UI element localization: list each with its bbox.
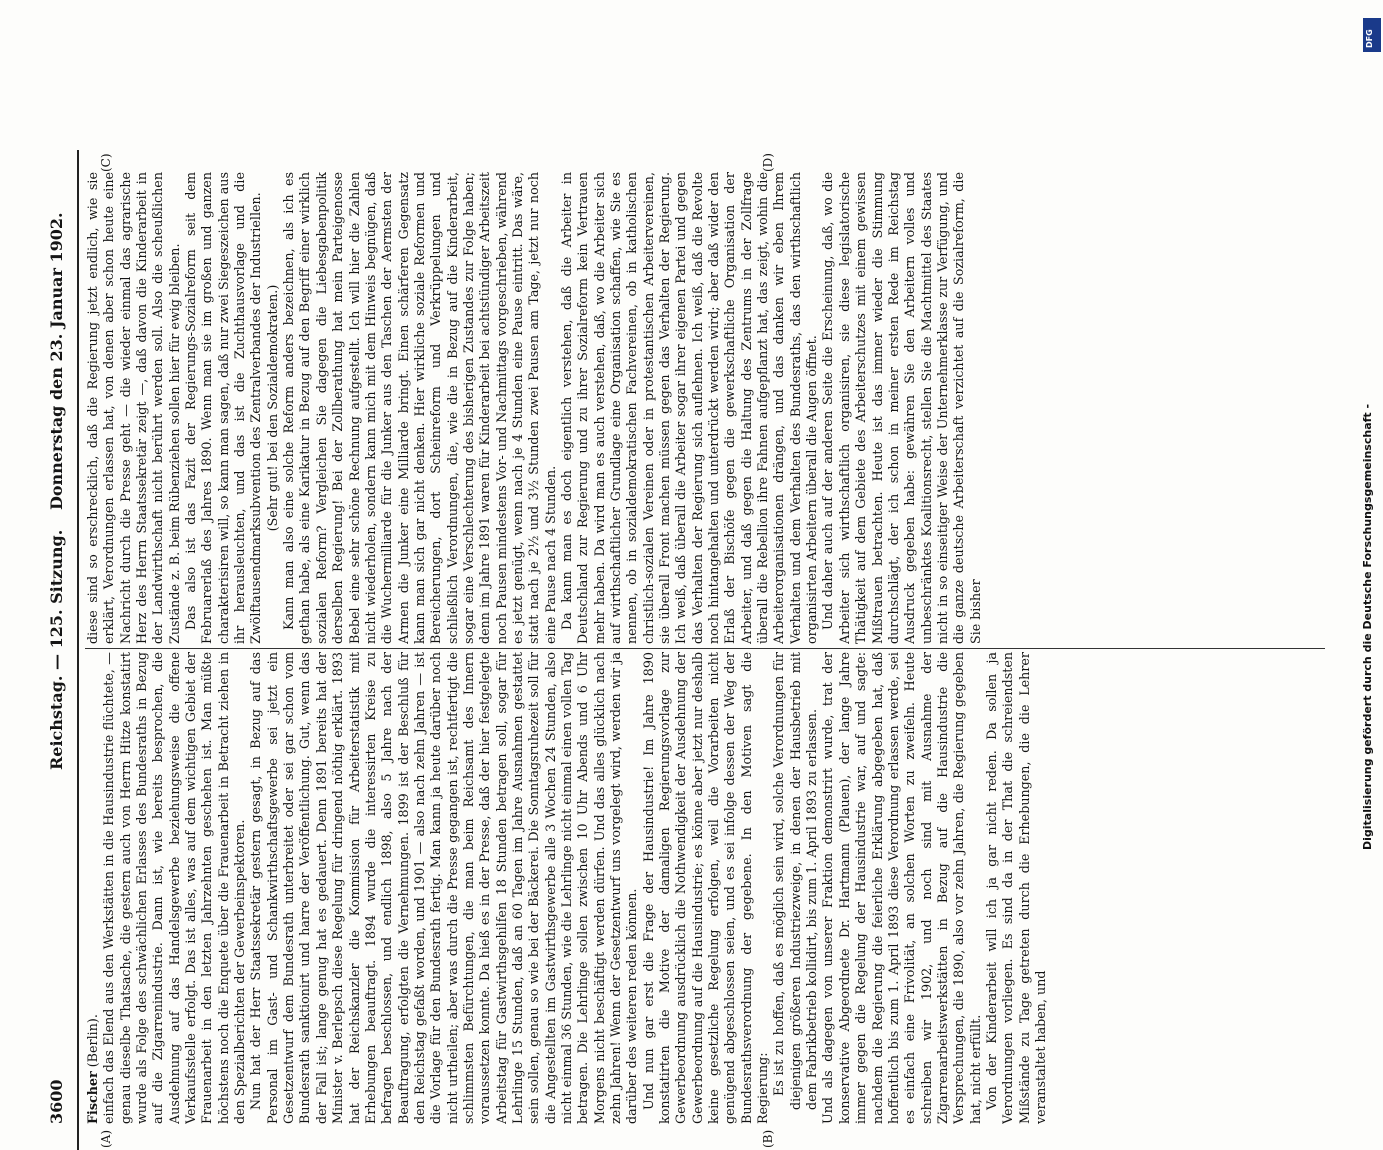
speaker-line (85, 652, 101, 1124)
paragraph: Von der Kinderarbeit will ich ja gar nicht reden. Da sollen ja Verordnungen vorliegen. Es sind da in der That die schreiendsten Mißstände zu Tage getreten durch die Erhebungen, die die Lehrer veranstaltet haben, und (983, 652, 1048, 1124)
page-header (41, 150, 79, 1150)
interjection: (Sehr gut! bei den Sozialdemokraten.) (264, 284, 280, 532)
paragraph: Und daher auch auf der anderen Seite die Erscheinung, daß, wo die Arbeiter sich wirthschaftlich organisiren, sie diese legislatorische Thätigkeit auf dem Gebiete des Arbeiterschutzes mit einem gewissen Mißtrauen betrachten. Heute ist das immer wieder die Stimmung durchschlägt, der ich schon in meiner ersten Rede im Reichstag Ausdruck gegeben habe: gewähren Sie den Arbeitern volles und unbeschränktes Koalitionsrecht, stellen Sie die Machtmittel des Staates nicht in so einseitiger Weise der Unternehmerklasse zur Verfügung, und die ganze deutsche Arbeiterschaft verzichtet auf die Sozialreform, die Sie bisher (820, 172, 983, 644)
left-text-column (85, 652, 1325, 1124)
dfg-logo-icon: DFG (1363, 18, 1381, 52)
session-title: Reichstag. — 125. Sitzung. (47, 529, 66, 770)
speaker-name: Fischer (85, 1071, 100, 1124)
watermark-text: Digitalisierung gefördert durch die Deutsche Forschungsgemeinschaft - (1361, 403, 1374, 850)
margin-marker-d: (D) (761, 153, 775, 172)
digitization-watermark (1361, 10, 1383, 850)
margin-marker-c: (C) (99, 153, 113, 172)
paragraph: Und als dagegen von unserer Fraktion demonstrirt wurde, trat der konservative Abgeordnete Dr. Hartmann (Plauen), der lange Jahre immer gegen die Regelung der Hausindustrie war, auf und sagte: nachdem die Regierung die feierliche Erklärung abgegeben hat, daß hoffentlich bis zum 1. April 1893 diese Verordnung erlassen werde, sei es einfach eine Frivolität, an solchen Worten zu zweifeln. Heute schreiben wir 1902, und noch sind mit Ausnahme der Zigarrenarbeitswerkstätten in Bezug auf die Hausindustrie die Versprechungen, die 1890, also vor zehn Jahren, die Regierung gegeben hat, nicht erfüllt. (820, 652, 983, 1124)
paragraph: einfach das Elend aus den Werkstätten in die Hausindustrie flüchtete, — genau dieselbe Thatsache, die gestern auch von Herrn Hitze konstatirt wurde als Folge des schwächlichen Erlasses des Bundesraths in Bezug auf die Zigarrenindustrie. Dann ist, wie bereits besprochen, die Ausdehnung auf das Handelsgewerbe beziehungsweise die offene Verkaufsstelle erfolgt. Das ist alles, was auf dem wichtigen Gebiet der Frauenarbeit in den letzten Jahrzehnten geschehen ist. Man müßte höchstens noch die Enquete über die Frauenarbeit in Betracht ziehen in den Spezialberichten der Gewerbeinspektoren. (101, 652, 248, 1124)
quotation: Es ist zu hoffen, daß es möglich sein wird, solche Verordnungen für diejenigen größeren Industriezweige, in denen der Hausbetrieb mit dem Fabrikbetrieb kollidirt, bis zum 1. April 1893 zu erlassen. (771, 652, 820, 1110)
paragraph: Das also ist das Fazit der Regierungs-Sozialreform seit dem Februarerlaß des Jahres 1890. Wenn man sie im großen und ganzen charakterisiren will, so kann man sagen, daß nur zwei Siegeszeichen aus ihr herausleuchten, und das ist die Zuchthausvorlage und die Zwölftausendmarksubvention des Zentralverbandes der Industriellen. (183, 172, 264, 644)
paragraph: Kann man also eine solche Reform anders bezeichnen, als ich es gethan habe, als eine Karikatur in Bezug auf den Begriff einer wirklich sozialen Reform? Vergleichen Sie dagegen die Liebesgabenpolitik derselben Regierung! Bei der Zollberathung hat mein Parteigenosse Bebel eine sehr schöne Rechnung aufgestellt. Ich will hier die Zahlen nicht wiederholen, sondern kann mich mit dem Hinweis begnügen, daß die Wuchermilliarde für die Junker aus den Taschen der Aermsten der Armen die Junker eine Milliarde bringt. Einen schärferen Gegensatz kann man sich gar nicht denken. Hier wirkliche soziale Reformen und Bereicherungen, dort Scheinreform und Verkrüppelungen und schließlich Verordnungen, die, wie die in Bezug auf die Kinderarbeit, sogar eine Verschlechterung des bisherigen Zustandes zur Folge haben; denn im Jahre 1891 waren für Kinderarbeit bei achtstündiger Arbeitszeit noch Pausen mindestens Vor- und Nachmittags vorgeschrieben, während es jetzt genügt, wenn nach je 4 Stunden eine Pause eintritt. Das wäre, statt nach je 2½ und 3½ Stunden zwei Pausen am Tage, jetzt nur noch eine Pause nach 4 Stunden. (281, 172, 558, 644)
rotated-page (41, 150, 1341, 1150)
paragraph: Da kann man es doch eigentlich verstehen, daß die Arbeiter in Deutschland zur Regierung und zu ihrer Sozialreform kein Vertrauen mehr haben. Da wird man es auch verstehen, daß, wo die Arbeiter sich auf wirthschaftlicher Grundlage eine Organisation schaffen, wie Sie es nennen, ob in sozialdemokratischen Fachvereinen, ob in katholischen christlich-sozialen Vereinen oder in protestantischen Arbeitervereinen, sie überall Front machen müssen gegen das Verhalten der Regierung. Ich weiß, daß überall die Arbeiter sogar ihrer eigenen Partei und gegen das Verhalten der Regierung sich auflehnen. Ich weiß, daß die Revolte noch hintangehalten und unterdrückt werden wird; aber daß wider den Erlaß der Bischöfe gegen die gewerkschaftliche Organisation der Arbeiter, und daß gegen die Haltung des Zentrums in der Zollfrage überall die Rebellion ihre Fahnen aufgepflanzt hat, das zeigt, wohin die Arbeiterorganisationen drängen, und das danken wir eben Ihrem Verhalten und dem Verhalten des Bundesraths, das den wirthschaftlich organisirten Arbeitern überall die Augen öffnet. (558, 172, 820, 644)
column-divider (85, 648, 1325, 649)
page-number: 3600 (47, 1079, 66, 1124)
speaker-place: (Berlin). (85, 1014, 100, 1068)
paragraph: Nun hat der Herr Staatssekretär gestern gesagt, in Bezug auf das Personal im Gast- und Schankwirthschaftsgewerbe sei jetzt ein Gesetzentwurf dem Bundesrath unterbreitet oder sei gar schon vom Bundesrath sanktionirt und harre der Veröffentlichung. Gut, wenn das der Fall ist; lange genug hat es gedauert. Denn 1891 bereits hat der Minister v. Berlepsch diese Regelung für dringend nöthig erklärt. 1893 hat der Reichskanzler die Kommission für Arbeiterstatistik mit Erhebungen beauftragt. 1894 wurde die interessirten Kreise zu befragen beschlossen, und endlich 1898, also 5 Jahre nach der Beauftragung, erfolgten die Vernehmungen. 1899 ist der Beschluß für den Reichstag gefaßt worden, und 1901 — also nach zehn Jahren — ist die Vorlage für den Bundesrath fertig. Man kann ja heute darüber noch nicht urtheilen; aber was durch die Presse gegangen ist, rechtfertigt die schlimmsten Befürchtungen, die man beim Reichsamt des Innern voraussetzen konnte. Da hieß es in der Presse, daß der hier festgelegte Arbeitstag für Gastwirthsgehilfen 18 Stunden betragen soll, sogar für Lehrlinge 15 Stunden, daß an 60 Tagen im Jahre Ausnahmen gestattet sein sollen, genau so wie bei der Bäckerei. Die Sonntagsruhezeit soll für die Angestellten im Gastwirthsgewerbe alle 3 Wochen 24 Stunden, also nicht einmal 36 Stunden, wie die Lehrlinge nicht einmal einen vollen Tag betragen. Die Lehrlinge sollen zwischen 10 Uhr Abends und 6 Uhr Morgens nicht beschäftigt werden dürfen. Und das alles glücklich nach zehn Jahren! Wenn der Gesetzentwurf uns vorgelegt wird, werden wir ja darüber des weiteren reden können. (248, 652, 640, 1124)
margin-marker-a: (A) (99, 1129, 113, 1148)
paragraph: diese sind so erschrecklich, daß die Regierung jetzt endlich, wie sie erklärt, Verordnungen erlassen hat, von denen aber schon heute eine Nachricht durch die Presse geht — die wieder einmal das agrarische Herz des Herrn Staatssekretär zeigt —, daß davon die Kinderarbeit in der Landwirthschaft nicht berührt werden soll. Also die scheußlichen Zustände z. B. beim Rübenziehen sollen hier für ewig bleiben. (85, 172, 182, 644)
session-date: Donnerstag den 23. Januar 1902. (47, 212, 66, 510)
paragraph: Und nun gar erst die Frage der Hausindustrie! Im Jahre 1890 konstatirten die Motive der damaligen Regierungsvorlage zur Gewerbeordnung ausdrücklich die Nothwendigkeit der Ausdehnung der Gewerbeordnung auf die Hausindustrie; es könne aber jetzt nur deshalb keine gesetzliche Regelung erfolgen, weil die Vorarbeiten nicht genügend abgeschlossen seien, und es sei infolge dessen der Weg der Bundesrathsverordnung der gegebene. In den Motiven sagt die Regierung: (640, 652, 771, 1124)
right-text-column (85, 172, 1325, 644)
margin-marker-b: (B) (761, 1129, 775, 1148)
